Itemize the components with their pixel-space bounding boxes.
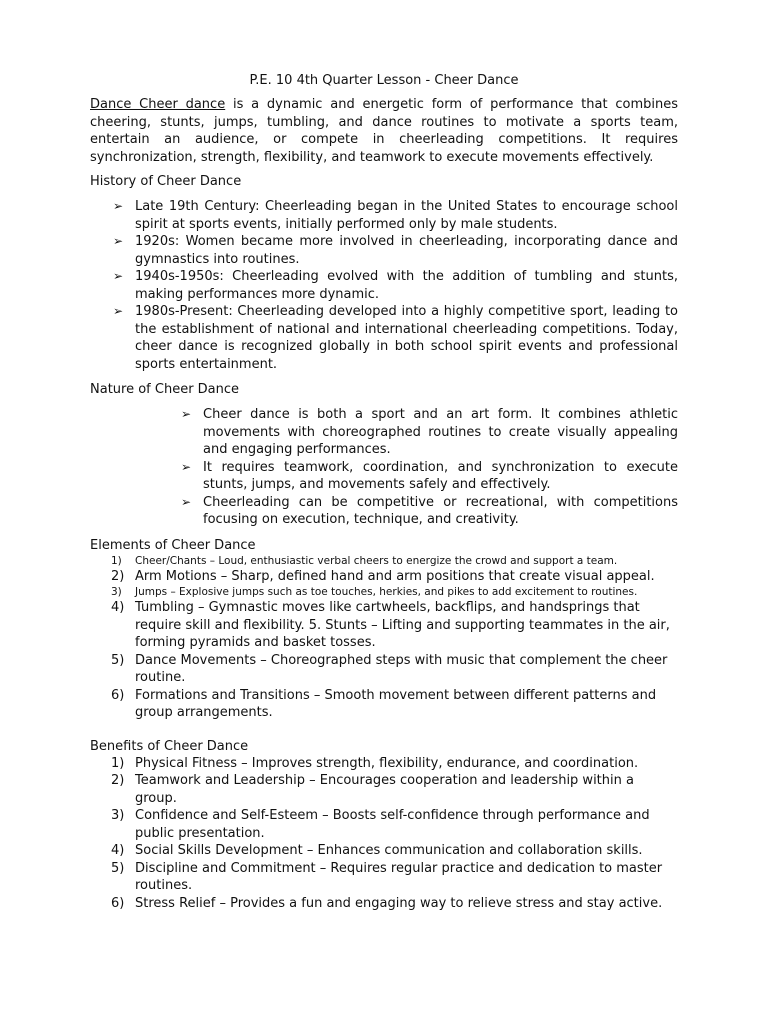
list-item-text: Cheer dance is both a sport and an art form. It combines athletic movements with choreographed routines to create visually appealing and engaging performances.	[203, 407, 678, 457]
list-item-text: Jumps – Explosive jumps such as toe touches, herkies, and pikes to add excitement to routines.	[135, 586, 638, 598]
arrow-bullet-icon: ➢	[113, 269, 124, 283]
list-item	[113, 303, 678, 373]
list-number: 4)	[111, 600, 125, 615]
list-item	[111, 687, 678, 722]
list-item	[181, 494, 678, 529]
intro-paragraph	[90, 96, 678, 166]
list-item-text: Confidence and Self-Esteem – Boosts self-confidence through performance and public presentation.	[135, 808, 650, 841]
list-item	[111, 807, 678, 842]
list-item-text: It requires teamwork, coordination, and synchronization to execute stunts, jumps, and movements safely and effectively.	[203, 459, 678, 492]
list-item-text: Cheer/Chants – Loud, enthusiastic verbal cheers to energize the crowd and support a team.	[135, 554, 618, 567]
list-number: 3)	[111, 808, 125, 823]
list-item-text: Teamwork and Leadership – Encourages cooperation and leadership within a group.	[135, 773, 634, 806]
arrow-bullet-icon: ➢	[181, 494, 192, 509]
list-item	[111, 652, 678, 687]
nature-heading: Nature of Cheer Dance	[90, 382, 240, 397]
list-item-text: Dance Movements – Choreographed steps with music that complement the cheer routine.	[135, 652, 668, 685]
nature-list	[90, 406, 678, 529]
list-item-text: 1980s-Present: Cheerleading developed into a highly competitive sport, leading to the establishment of national and international cheerleading competitions. Today, cheer dance is recognized globally in both school spirit events and professional sports entertainment.	[135, 304, 678, 372]
list-item	[113, 268, 678, 303]
list-item-text: 1940s-1950s: Cheerleading evolved with the addition of tumbling and stunts, making performances more dynamic.	[135, 269, 678, 302]
list-number: 4)	[111, 843, 125, 858]
list-item-text: Formations and Transitions – Smooth movement between different patterns and group arrangements.	[135, 687, 657, 720]
elements-heading: Elements of Cheer Dance	[90, 537, 256, 553]
list-number: 1)	[111, 554, 122, 567]
list-item-text: Discipline and Commitment – Requires regular practice and dedication to master routines.	[135, 860, 663, 893]
list-item-text: Social Skills Development – Enhances communication and collaboration skills.	[135, 843, 643, 858]
list-item-text: Arm Motions – Sharp, defined hand and arm positions that create visual appeal.	[135, 568, 655, 584]
list-item	[113, 198, 678, 233]
elements-list	[90, 554, 678, 722]
list-number: 2)	[111, 773, 125, 788]
list-number: 3)	[111, 586, 122, 598]
list-item	[111, 842, 678, 860]
list-item-text: Physical Fitness – Improves strength, flexibility, endurance, and coordination.	[135, 755, 639, 771]
document-page	[90, 72, 678, 912]
list-number: 1)	[111, 755, 125, 771]
list-item-text: Cheerleading can be competitive or recreational, with competitions focusing on execution, technique, and creativity.	[203, 494, 678, 527]
arrow-bullet-icon: ➢	[113, 304, 124, 318]
benefits-heading: Benefits of Cheer Dance	[90, 738, 249, 754]
list-item	[111, 860, 678, 895]
list-item	[111, 772, 678, 807]
list-item	[111, 755, 678, 773]
list-item	[181, 459, 678, 494]
document-title: P.E. 10 4th Quarter Lesson - Cheer Dance	[249, 73, 519, 88]
list-number: 2)	[111, 568, 125, 584]
history-heading: History of Cheer Dance	[90, 174, 242, 189]
list-number: 6)	[111, 895, 125, 911]
arrow-bullet-icon: ➢	[113, 234, 124, 248]
list-number: 6)	[111, 687, 125, 703]
list-item	[111, 895, 678, 913]
benefits-list	[90, 755, 678, 913]
list-item	[113, 233, 678, 268]
list-item	[181, 406, 678, 459]
list-item-text: Stress Relief – Provides a fun and engaging way to relieve stress and stay active.	[135, 895, 663, 911]
list-number: 5)	[111, 860, 125, 876]
history-list	[90, 198, 678, 373]
list-number: 5)	[111, 652, 125, 668]
arrow-bullet-icon: ➢	[181, 459, 192, 474]
arrow-bullet-icon: ➢	[113, 199, 124, 213]
arrow-bullet-icon: ➢	[181, 407, 192, 421]
list-item-text: Late 19th Century: Cheerleading began in the United States to encourage school spirit at sports events, initially performed only by male students.	[135, 199, 678, 232]
intro-text: is a dynamic and energetic form of performance that combines cheering, stunts, jumps, tumbling, and dance routines to motivate a sports team, entertain an audience, or compete in cheerleading competitions. It requires synchronization, strength, flexibility, and teamwork to execute movements effectively.	[90, 97, 678, 165]
list-item-text: Tumbling – Gymnastic moves like cartwheels, backflips, and handsprings that require skill and flexibility. 5. Stunts – Lifting and supporting teammates in the air, forming pyramids and basket tosses.	[135, 600, 670, 650]
intro-term: Dance Cheer dance	[90, 97, 226, 112]
list-item-text: 1920s: Women became more involved in cheerleading, incorporating dance and gymnastics into routines.	[135, 234, 678, 267]
list-item	[111, 568, 678, 586]
list-item	[111, 599, 678, 652]
list-item	[111, 585, 678, 599]
list-item	[111, 554, 678, 568]
